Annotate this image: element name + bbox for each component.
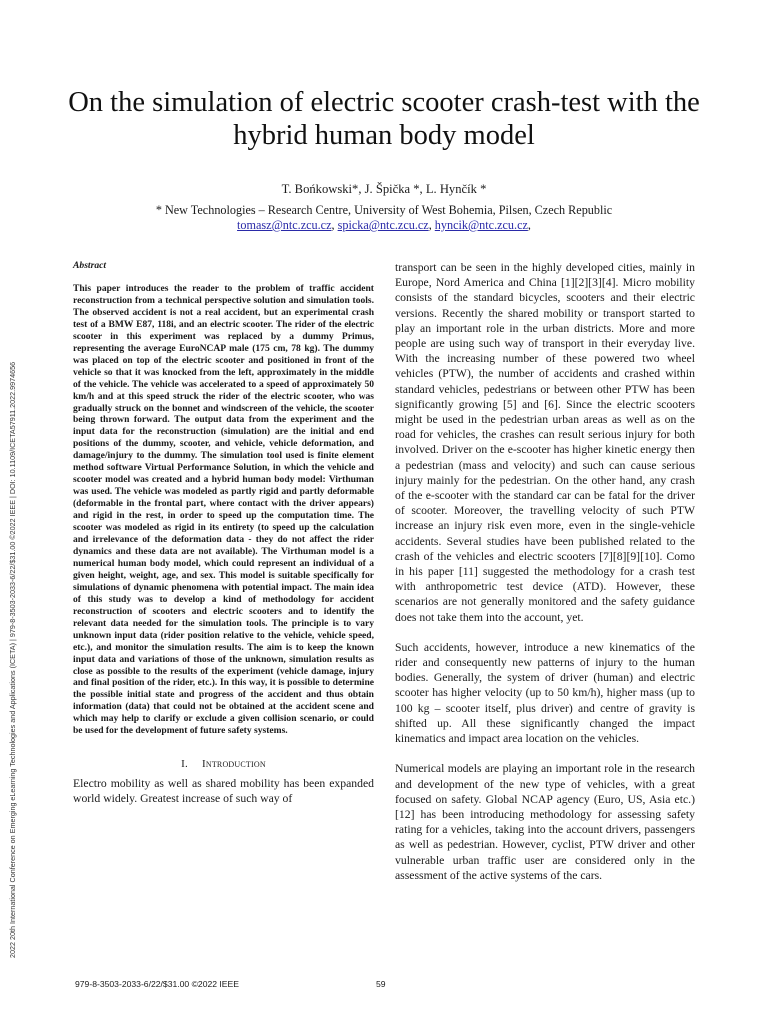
left-column bbox=[73, 260, 374, 807]
email-link-bonkowski[interactable]: tomasz@ntc.zcu.cz bbox=[237, 218, 332, 232]
intro-paragraph-left: Electro mobility as well as shared mobility has been expanded world widely. Greatest increase of such way of bbox=[73, 777, 374, 806]
body-paragraph: Such accidents, however, introduce a new kinematics of the rider and consequently new patterns of injury to the human bodies. Generally, the system of driver (human) and electric scooter has higher velocity (up to 50 km/h), higher mass (up to 100 kg – scooter itself, plus driver) and centre of gravity is shifted up. All these significantly changed the impact kinematics and impact area location on the vehicles. bbox=[395, 640, 695, 746]
side-citation-note: 2022 20th International Conference on Emerging eLearning Technologies and Applications (ICETA) | 979-8-3503-2033-6/22/$31.00 ©2022 IEEE | DOI: 10.1109/ICETA57911.2022.9974656 bbox=[8, 361, 17, 958]
email-link-spicka[interactable]: spicka@ntc.zcu.cz bbox=[337, 218, 429, 232]
right-column bbox=[395, 260, 695, 898]
email-link-hyncik[interactable]: hyncik@ntc.zcu.cz bbox=[434, 218, 528, 232]
page-number: 59 bbox=[376, 979, 386, 989]
abstract-heading: Abstract bbox=[73, 260, 107, 271]
body-paragraph: transport can be seen in the highly developed cities, mainly in Europe, Nord America and China [1][2][3][4]. Micro mobility consists of the standard bicycles, scooters and their electric versions. Recently the shared mobility or transport started to play an important role in the urban districts. More and more people are using such way of transport in their everyday live. With the increasing number of these powered two wheel vehicles (PTW), the number of accidents and crashed within standard vehicles, pedestrians or between other PTW has been significantly growing [5] and [6]. Since the electric scooters might be used in the pedestrian urban areas as well as on the road for vehicles, the crashes can result serious injury for both involved. Driver on the e-scooter has higher kinetic energy then a pedestrian (mass and velocity) and such can cause serious injury mainly for the pedestrian. On the other hand, any crash of the e-scooter with the standard car can be fatal for the driver of scooter. Moreover, the travelling velocity of such PTW increase an injury risk even more, even in the single-vehicle accidents. Several studies have been published related to the crash of the vehicles and electric scooters [7][8][9][10]. Como in his paper [11] suggested the methodology for a crash test with anthropometric test device (ATD). However, these scenarios are not generally monitored and the safety guidance does not take them into the account, yet. bbox=[395, 261, 695, 624]
paper-title: On the simulation of electric scooter crash-test with the hybrid human body model bbox=[68, 87, 700, 151]
footer-isbn: 979-8-3503-2033-6/22/$31.00 ©2022 IEEE bbox=[75, 979, 240, 989]
email-list: tomasz@ntc.zcu.cz, spicka@ntc.zcu.cz, hyncik@ntc.zcu.cz, bbox=[237, 218, 531, 232]
author-list: T. Bońkowski*, J. Špička *, L. Hynčík * bbox=[281, 182, 487, 196]
section-number: I. bbox=[181, 758, 188, 771]
section-heading bbox=[73, 758, 374, 770]
body-paragraph: Numerical models are playing an important role in the research and development of the new type of vehicles, with a great focused on safety. Global NCAP agency (Euro, US, Asia etc.) [12] has been introducing methodology for assessing safety rating for a vehicles, taking into the account drivers, passengers as well as pedestrian. However, cyclist, PTW driver and other vulnerable urban traffic user are considered only in the assessment of the active systems of the cars. bbox=[395, 762, 695, 882]
affiliation: * New Technologies – Research Centre, University of West Bohemia, Pilsen, Czech Republic bbox=[155, 203, 613, 217]
abstract-text: This paper introduces the reader to the problem of traffic accident reconstruction from a technical perspective solution and simulation tools. The observed accident is not a real accident, but an experimental crash test of a BMW E87, 118i, and an electric scooter. The rider of the electric scooter in this experiment was replaced by a dummy Primus, representing the average EuroNCAP male (175 cm, 78 kg). The dummy was placed on top of the electric scooter and positioned in front of the vehicle so that it was knocked from the left, approximately in the middle of the vehicle. The vehicle was accelerated to a speed of approximately 50 km/h and at this speed struck the rider of the electric scooter, who was gradually struck on the bonnet and windscreen of the vehicle, the scooter being thrown forward. The output data from the experiment and the input data for the reconstruction (simulation) are the initial and end positions of the dummy, scooter, and vehicle, vehicle deformation, and damage/injury to the dummy. The simulation tool used is finite element method software Virtual Performance Solution, in which the vehicle and scooter model was created and a hybrid human body model: Virthuman was used. The vehicle was modeled as partly rigid and partly deformable (deformable in the frontal part, where contact with the driver appears) and rigid in the rest, in order to speed up the computation time. The scooter was modeled as rigid in its entirety (to speed up the calculation and irrelevance of the deformation data - they do not affect the rider dynamics and these data are not available). The Virthuman model is a numerical human body model, which could represent an individual of a given height, weight, age, and sex. This model is suitable specifically for simulations of dynamic phenomena with potential impact. The main idea of this study was to develop a kind of methodology for accident reconstruction of scooters and electric scooters and to identify the relevant data needed for the simulation tools. The principle is to vary unknown input data (rider position relative to the vehicle, vehicle speed, etc.), and monitor the simulation results. The aim is to keep the known input data and variations of those of the unknown, simulation results as close as possible to the results of the experiment (vehicle damage, injury and final position of the rider, etc.). In this way, it is possible to determine the possible initial state and progress of the accident and thus obtain information (data) that could not be obtained at the accident scene and which may help to clarify or exclude a given collision scenario, or could be used for the development of future safety systems. bbox=[73, 283, 374, 737]
section-title: Introduction bbox=[201, 758, 266, 771]
